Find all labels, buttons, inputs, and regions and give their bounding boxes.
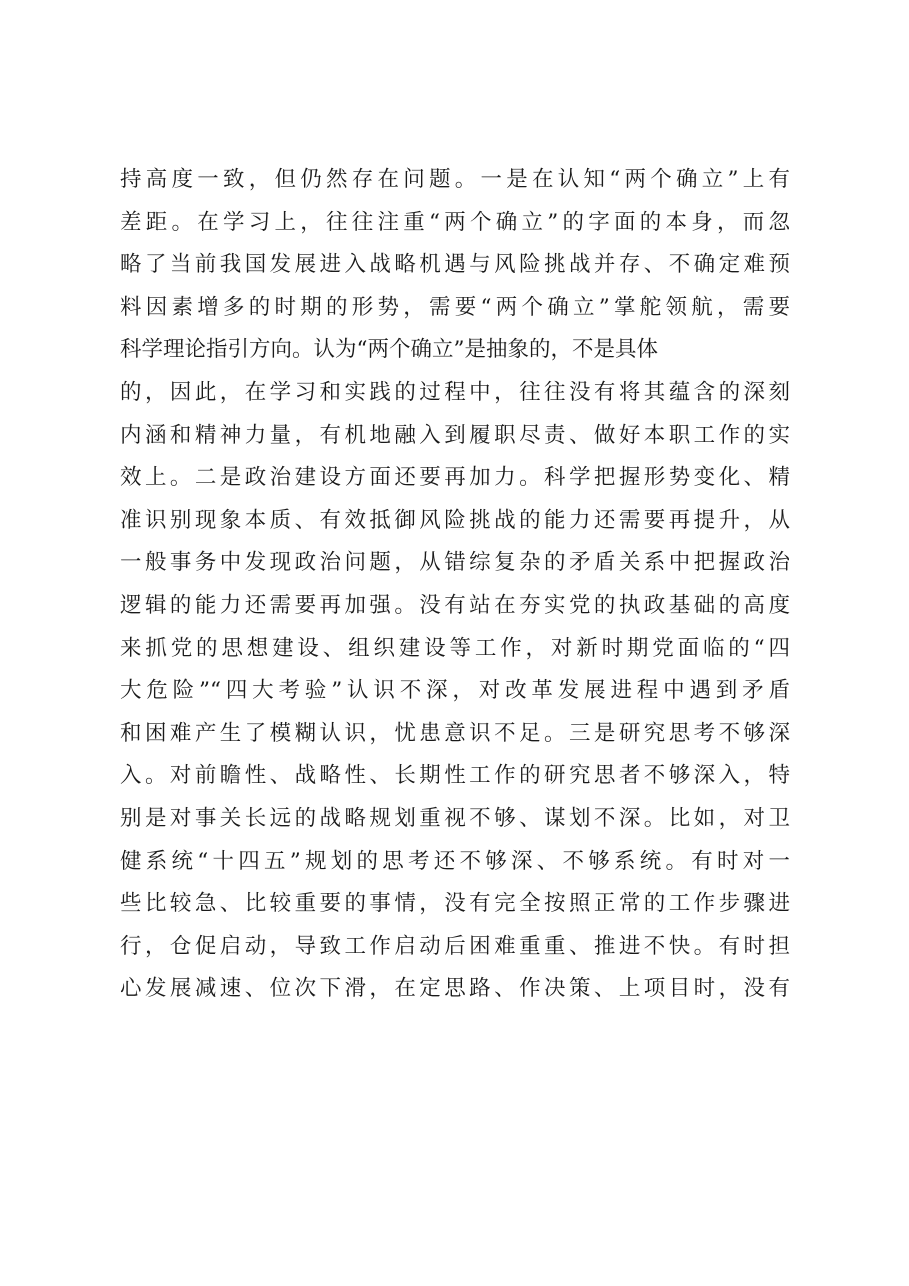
text-line-1: 持高度一致，但仍然存在问题。一是在认知“两个确立”上有 [120, 167, 790, 192]
text-line-19: 行，仓促启动，导致工作启动后困难重重、推进不快。有时担 [120, 933, 790, 959]
text-line-6: 的，因此，在学习和实践的过程中，往往没有将其蕴含的深刻 [120, 379, 790, 405]
text-line-4: 料因素增多的时期的形势，需要“两个确立”掌舵领航，需要 [120, 294, 790, 320]
text-line-12: 来抓党的思想建设、组织建设等工作，对新时期党面临的“四 [120, 635, 790, 661]
text-line-15: 入。对前瞻性、战略性、长期性工作的研究思者不够深入，特 [120, 763, 790, 789]
body-paragraph [120, 159, 790, 1011]
text-line-18: 些比较急、比较重要的事情，没有完全按照正常的工作步骤进 [120, 891, 790, 917]
text-line-8: 效上。二是政治建设方面还要再加力。科学把握形势变化、精 [120, 465, 790, 491]
text-line-7: 内涵和精神力量，有机地融入到履职尽责、做好本职工作的实 [120, 422, 790, 448]
text-line-9: 准识别现象本质、有效抵御风险挑战的能力还需要再提升，从 [120, 507, 790, 533]
text-line-16: 别是对事关长远的战略规划重视不够、谋划不深。比如，对卫 [120, 805, 790, 831]
text-line-14: 和困难产生了模糊认识，忧患意识不足。三是研究思考不够深 [120, 720, 790, 746]
text-line-3: 略了当前我国发展进入战略机遇与风险挑战并存、不确定难预 [120, 252, 790, 278]
text-line-2: 差距。在学习上，往往注重“两个确立”的字面的本身，而忽 [120, 209, 790, 235]
text-line-10: 一般事务中发现政治问题，从错综复杂的矛盾关系中把握政治 [120, 550, 790, 576]
text-line-11: 逻辑的能力还需要再加强。没有站在夯实党的执政基础的高度 [120, 592, 790, 618]
text-line-17: 健系统“十四五”规划的思考还不够深、不够系统。有时对一 [120, 848, 790, 874]
text-line-13: 大危险”“四大考验”认识不深，对改革发展进程中遇到矛盾 [120, 678, 790, 704]
text-line-5: 科学理论指引方向。认为“两个确立”是抽象的，不是具体 [120, 337, 658, 363]
text-line-20: 心发展减速、位次下滑，在定思路、作决策、上项目时，没有 [120, 976, 790, 1002]
